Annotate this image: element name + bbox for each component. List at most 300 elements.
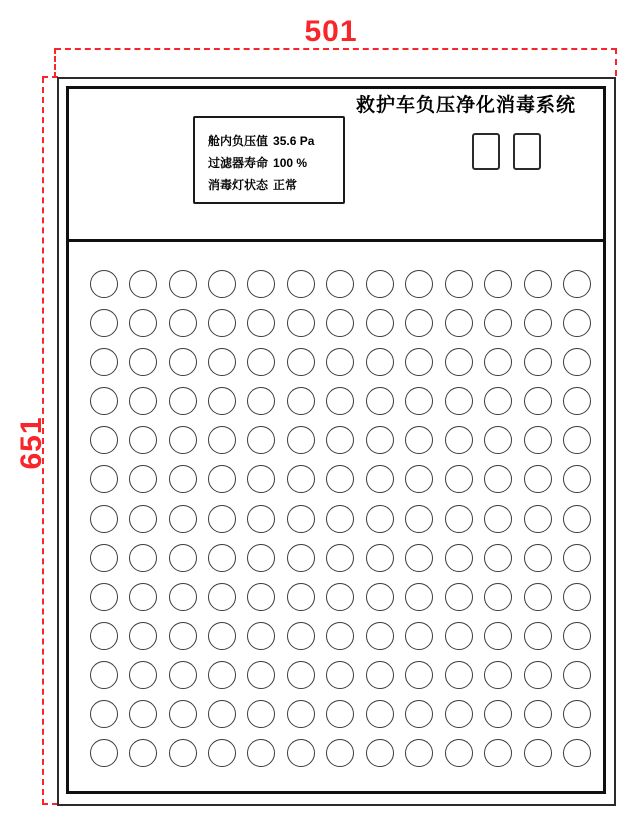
vent-cell: [321, 616, 360, 655]
vent-cell: [242, 499, 281, 538]
vent-hole: [326, 348, 354, 376]
vent-cell: [202, 616, 241, 655]
vent-cell: [202, 538, 241, 577]
vent-cell: [557, 421, 596, 460]
vent-hole: [563, 700, 591, 728]
vent-cell: [202, 421, 241, 460]
vent-hole: [326, 270, 354, 298]
vent-cell: [478, 695, 517, 734]
vent-cell: [163, 303, 202, 342]
vent-hole: [129, 739, 157, 767]
vent-hole: [563, 426, 591, 454]
vent-hole: [326, 739, 354, 767]
vent-cell: [321, 264, 360, 303]
top-dimension-extension-right: [615, 48, 617, 76]
vent-cell: [321, 577, 360, 616]
vent-hole: [445, 270, 473, 298]
vent-hole: [90, 700, 118, 728]
vent-cell: [321, 342, 360, 381]
vent-cell: [84, 303, 123, 342]
vent-hole: [563, 465, 591, 493]
vent-hole: [90, 583, 118, 611]
vent-cell: [242, 538, 281, 577]
vent-hole: [326, 309, 354, 337]
vent-hole: [208, 661, 236, 689]
vent-hole: [563, 622, 591, 650]
vent-hole: [405, 348, 433, 376]
vent-cell: [478, 577, 517, 616]
vent-hole: [208, 348, 236, 376]
vent-hole: [208, 387, 236, 415]
vent-hole: [445, 309, 473, 337]
vent-cell: [163, 695, 202, 734]
vent-hole: [405, 583, 433, 611]
vent-hole: [484, 426, 512, 454]
vent-cell: [360, 616, 399, 655]
vent-cell: [400, 264, 439, 303]
vent-hole: [366, 270, 394, 298]
vent-cell: [439, 616, 478, 655]
vent-cell: [84, 264, 123, 303]
vent-hole: [563, 661, 591, 689]
vent-hole: [405, 700, 433, 728]
vent-hole: [90, 387, 118, 415]
status-line-filter: [208, 152, 343, 174]
vent-cell: [400, 421, 439, 460]
vent-cell: [400, 656, 439, 695]
vent-cell: [557, 460, 596, 499]
vent-hole: [90, 622, 118, 650]
vent-hole: [326, 544, 354, 572]
vent-cell: [123, 381, 162, 420]
vent-hole: [208, 465, 236, 493]
vent-cell: [123, 656, 162, 695]
vent-cell: [202, 656, 241, 695]
vent-hole: [445, 622, 473, 650]
vent-hole: [405, 426, 433, 454]
vent-hole: [169, 465, 197, 493]
vent-hole: [405, 661, 433, 689]
vent-hole: [169, 583, 197, 611]
vent-cell: [400, 303, 439, 342]
vent-hole: [287, 622, 315, 650]
vent-cell: [84, 342, 123, 381]
vent-hole: [208, 426, 236, 454]
vent-hole: [326, 622, 354, 650]
vent-cell: [321, 538, 360, 577]
vent-hole: [484, 622, 512, 650]
vent-cell: [439, 264, 478, 303]
vent-hole: [366, 661, 394, 689]
vent-hole: [208, 622, 236, 650]
vent-hole: [129, 309, 157, 337]
vent-hole: [247, 426, 275, 454]
vent-hole: [287, 387, 315, 415]
vent-cell: [439, 381, 478, 420]
status-line-lamp: [208, 174, 343, 196]
vent-cell: [321, 734, 360, 773]
vent-hole: [129, 544, 157, 572]
vent-hole: [247, 465, 275, 493]
vent-hole: [208, 505, 236, 533]
vent-hole: [563, 739, 591, 767]
vent-hole: [405, 465, 433, 493]
vent-hole: [366, 348, 394, 376]
vent-cell: [518, 460, 557, 499]
vent-hole: [524, 544, 552, 572]
vent-cell: [557, 695, 596, 734]
vent-hole: [90, 661, 118, 689]
vent-cell: [518, 656, 557, 695]
vent-hole: [90, 309, 118, 337]
vent-cell: [123, 577, 162, 616]
vent-cell: [123, 499, 162, 538]
vent-hole: [247, 348, 275, 376]
vent-cell: [360, 656, 399, 695]
vent-hole: [208, 544, 236, 572]
vent-cell: [84, 381, 123, 420]
vent-cell: [84, 656, 123, 695]
vent-hole: [129, 700, 157, 728]
vent-hole: [524, 348, 552, 376]
vent-cell: [518, 421, 557, 460]
status-line-pressure: [208, 130, 343, 152]
vent-cell: [281, 421, 320, 460]
vent-cell: [400, 734, 439, 773]
vent-cell: [163, 381, 202, 420]
vent-cell: [242, 460, 281, 499]
vent-cell: [281, 695, 320, 734]
vent-cell: [202, 303, 241, 342]
vent-hole: [563, 387, 591, 415]
vent-hole: [287, 465, 315, 493]
vent-cell: [400, 499, 439, 538]
vent-hole: [287, 544, 315, 572]
vent-cell: [202, 734, 241, 773]
vent-hole: [169, 309, 197, 337]
vent-cell: [321, 656, 360, 695]
vent-cell: [84, 499, 123, 538]
vent-hole: [169, 622, 197, 650]
vent-hole: [208, 309, 236, 337]
vent-cell: [557, 381, 596, 420]
vent-cell: [242, 616, 281, 655]
vent-hole: [445, 426, 473, 454]
vent-hole: [445, 661, 473, 689]
vent-cell: [321, 381, 360, 420]
vent-cell: [360, 577, 399, 616]
vent-hole: [405, 309, 433, 337]
vent-hole: [366, 505, 394, 533]
vent-cell: [478, 734, 517, 773]
vent-cell: [360, 381, 399, 420]
vent-hole: [445, 387, 473, 415]
vent-hole: [445, 700, 473, 728]
vent-cell: [478, 656, 517, 695]
vent-hole: [563, 505, 591, 533]
vent-hole: [405, 544, 433, 572]
vent-hole: [247, 583, 275, 611]
vent-cell: [123, 734, 162, 773]
vent-hole: [287, 270, 315, 298]
vent-cell: [439, 499, 478, 538]
vent-hole: [287, 426, 315, 454]
vent-hole-grid: [84, 264, 597, 773]
vent-cell: [84, 734, 123, 773]
header-divider-line: [67, 239, 603, 242]
vent-hole: [524, 465, 552, 493]
vent-cell: [281, 264, 320, 303]
lamp-status-value: 正常: [273, 178, 298, 192]
vent-hole: [524, 309, 552, 337]
vent-cell: [321, 460, 360, 499]
vent-hole: [366, 622, 394, 650]
vent-hole: [208, 270, 236, 298]
vent-hole: [326, 505, 354, 533]
vent-hole: [129, 661, 157, 689]
vent-hole: [90, 270, 118, 298]
vent-cell: [439, 695, 478, 734]
vent-cell: [478, 342, 517, 381]
vent-hole: [563, 348, 591, 376]
vent-hole: [405, 505, 433, 533]
vent-cell: [123, 616, 162, 655]
vent-cell: [242, 734, 281, 773]
vent-hole: [484, 505, 512, 533]
vent-cell: [400, 577, 439, 616]
vent-cell: [400, 616, 439, 655]
vent-cell: [478, 264, 517, 303]
vent-cell: [518, 616, 557, 655]
vent-cell: [518, 342, 557, 381]
vent-hole: [445, 544, 473, 572]
vent-hole: [445, 465, 473, 493]
vent-cell: [400, 538, 439, 577]
vent-hole: [247, 505, 275, 533]
vent-hole: [129, 505, 157, 533]
vent-cell: [439, 460, 478, 499]
vent-hole: [524, 270, 552, 298]
vent-hole: [524, 700, 552, 728]
vent-hole: [484, 387, 512, 415]
vent-cell: [478, 421, 517, 460]
vent-cell: [123, 264, 162, 303]
vent-hole: [90, 348, 118, 376]
vent-cell: [202, 342, 241, 381]
vent-cell: [281, 381, 320, 420]
vent-hole: [169, 387, 197, 415]
vent-hole: [326, 426, 354, 454]
vent-cell: [123, 460, 162, 499]
vent-cell: [439, 303, 478, 342]
vent-hole: [445, 739, 473, 767]
vent-cell: [478, 303, 517, 342]
vent-cell: [478, 538, 517, 577]
vent-hole: [247, 309, 275, 337]
vent-hole: [287, 348, 315, 376]
vent-hole: [445, 348, 473, 376]
vent-cell: [202, 381, 241, 420]
vent-cell: [518, 264, 557, 303]
vent-cell: [242, 656, 281, 695]
vent-cell: [163, 734, 202, 773]
vent-cell: [281, 616, 320, 655]
vent-hole: [366, 426, 394, 454]
height-dimension-label: 651: [15, 416, 48, 470]
vent-cell: [557, 303, 596, 342]
panel-title: 救护车负压净化消毒系统: [356, 95, 577, 116]
vent-hole: [247, 739, 275, 767]
vent-hole: [445, 505, 473, 533]
vent-hole: [169, 505, 197, 533]
vent-cell: [84, 421, 123, 460]
vent-hole: [563, 583, 591, 611]
vent-hole: [484, 544, 512, 572]
vent-cell: [439, 342, 478, 381]
vent-cell: [242, 695, 281, 734]
vent-hole: [563, 309, 591, 337]
vent-cell: [163, 656, 202, 695]
vent-cell: [360, 303, 399, 342]
vent-cell: [360, 264, 399, 303]
vent-cell: [242, 421, 281, 460]
vent-hole: [484, 270, 512, 298]
vent-hole: [129, 622, 157, 650]
vent-cell: [281, 656, 320, 695]
vent-hole: [326, 661, 354, 689]
vent-hole: [405, 270, 433, 298]
vent-cell: [518, 695, 557, 734]
vent-hole: [247, 270, 275, 298]
vent-hole: [366, 583, 394, 611]
vent-cell: [242, 264, 281, 303]
vent-cell: [557, 342, 596, 381]
vent-cell: [84, 695, 123, 734]
vent-hole: [287, 309, 315, 337]
vent-hole: [169, 426, 197, 454]
vent-cell: [518, 577, 557, 616]
vent-hole: [287, 739, 315, 767]
vent-cell: [163, 460, 202, 499]
vent-cell: [281, 734, 320, 773]
vent-cell: [557, 616, 596, 655]
panel-button-2[interactable]: [513, 133, 541, 170]
vent-cell: [163, 538, 202, 577]
vent-cell: [281, 577, 320, 616]
vent-hole: [326, 700, 354, 728]
vent-cell: [478, 381, 517, 420]
vent-cell: [478, 460, 517, 499]
vent-cell: [281, 538, 320, 577]
vent-hole: [208, 700, 236, 728]
vent-hole: [90, 505, 118, 533]
vent-hole: [524, 387, 552, 415]
filter-life-value: 100 %: [273, 156, 308, 170]
vent-hole: [484, 348, 512, 376]
status-display: [193, 116, 345, 204]
vent-cell: [163, 264, 202, 303]
vent-hole: [129, 426, 157, 454]
vent-hole: [326, 465, 354, 493]
vent-cell: [281, 460, 320, 499]
vent-cell: [518, 538, 557, 577]
vent-hole: [563, 544, 591, 572]
vent-cell: [281, 342, 320, 381]
vent-hole: [524, 661, 552, 689]
vent-hole: [366, 465, 394, 493]
vent-cell: [518, 303, 557, 342]
vent-cell: [163, 342, 202, 381]
pressure-value: 35.6 Pa: [273, 134, 315, 148]
vent-hole: [484, 700, 512, 728]
vent-hole: [169, 700, 197, 728]
vent-cell: [439, 577, 478, 616]
vent-cell: [400, 381, 439, 420]
vent-cell: [518, 381, 557, 420]
vent-cell: [400, 460, 439, 499]
vent-hole: [484, 661, 512, 689]
vent-hole: [287, 505, 315, 533]
vent-cell: [163, 499, 202, 538]
vent-cell: [281, 303, 320, 342]
vent-cell: [557, 577, 596, 616]
vent-hole: [208, 583, 236, 611]
vent-hole: [366, 700, 394, 728]
vent-cell: [202, 460, 241, 499]
vent-hole: [169, 661, 197, 689]
vent-hole: [287, 661, 315, 689]
panel-button-1[interactable]: [472, 133, 500, 170]
vent-cell: [242, 381, 281, 420]
vent-cell: [321, 695, 360, 734]
width-dimension-label: 501: [304, 15, 358, 48]
vent-cell: [202, 695, 241, 734]
vent-cell: [557, 656, 596, 695]
vent-hole: [247, 661, 275, 689]
vent-cell: [360, 695, 399, 734]
vent-hole: [524, 426, 552, 454]
vent-hole: [247, 700, 275, 728]
vent-cell: [163, 616, 202, 655]
vent-cell: [163, 577, 202, 616]
vent-cell: [557, 499, 596, 538]
vent-hole: [524, 622, 552, 650]
vent-cell: [202, 264, 241, 303]
vent-hole: [524, 583, 552, 611]
left-dimension-tick-top: [42, 76, 58, 78]
pressure-label: 舱内负压值: [208, 134, 269, 148]
vent-cell: [518, 734, 557, 773]
vent-cell: [360, 421, 399, 460]
vent-hole: [129, 348, 157, 376]
vent-hole: [247, 387, 275, 415]
vent-hole: [366, 544, 394, 572]
vent-cell: [123, 342, 162, 381]
vent-hole: [484, 465, 512, 493]
vent-hole: [208, 739, 236, 767]
vent-hole: [326, 387, 354, 415]
filter-life-label: 过滤器寿命: [208, 156, 269, 170]
vent-hole: [524, 505, 552, 533]
vent-hole: [366, 309, 394, 337]
vent-hole: [90, 465, 118, 493]
vent-hole: [405, 387, 433, 415]
vent-cell: [123, 303, 162, 342]
vent-cell: [123, 538, 162, 577]
vent-cell: [321, 421, 360, 460]
vent-hole: [445, 583, 473, 611]
vent-hole: [287, 700, 315, 728]
